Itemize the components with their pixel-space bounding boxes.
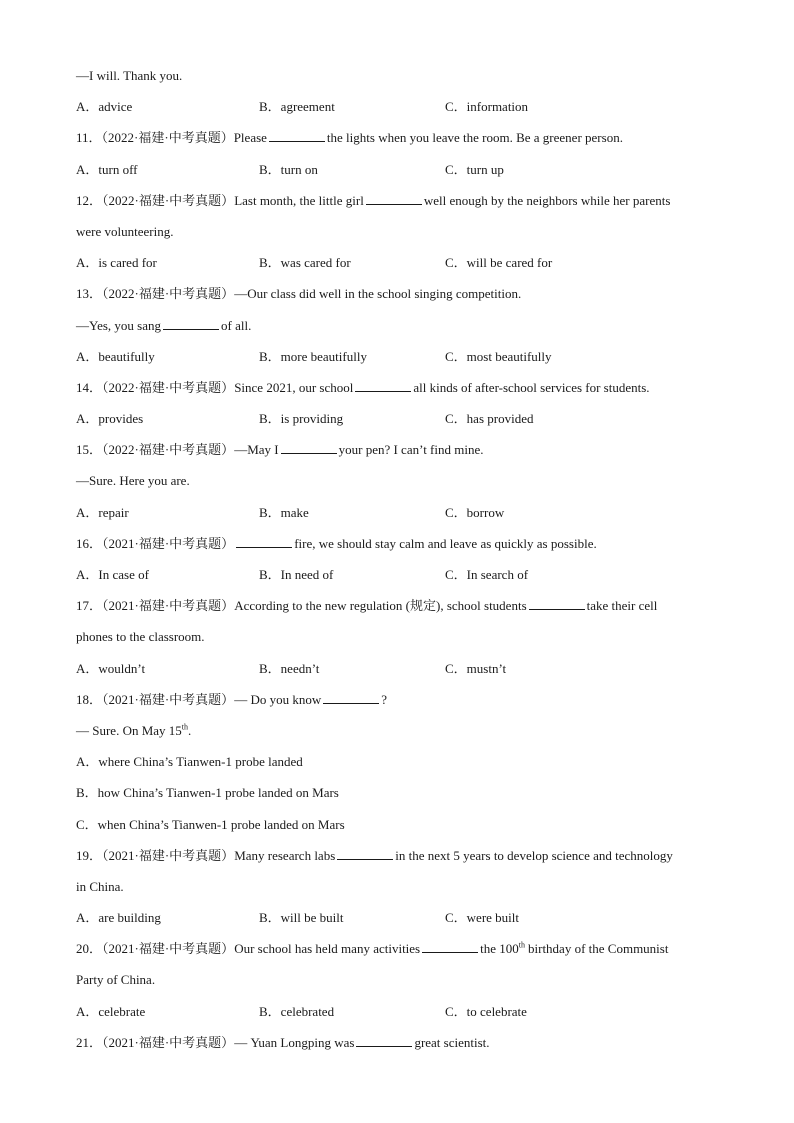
question-line xyxy=(76,124,736,155)
question-text-after: take their cell xyxy=(586,598,658,614)
option-c: C．information xyxy=(445,99,529,115)
option-c: C．mustn’t xyxy=(445,660,507,676)
answer-blank xyxy=(236,535,292,548)
question-number: 18． xyxy=(76,691,103,707)
answer-blank xyxy=(269,129,325,142)
option-c: C．were built xyxy=(445,910,520,926)
option-b: B．needn’t xyxy=(259,660,320,676)
question-number: 16． xyxy=(76,535,103,551)
question-text-before: Last month, the little girl xyxy=(234,192,364,208)
text-line: —Sure. Here you are. xyxy=(76,473,190,489)
question-text-before: — Do you know xyxy=(234,691,322,707)
question-line xyxy=(76,187,736,218)
ordinal-suffix: th xyxy=(181,722,189,732)
question-number: 17． xyxy=(76,598,103,614)
option-row xyxy=(76,655,736,686)
question-text-after: ? xyxy=(381,691,387,707)
option-row xyxy=(76,998,736,1029)
question-source: （2021·福建·中考真题） xyxy=(102,847,235,863)
question-number: 15． xyxy=(76,442,103,458)
question-text-after: the lights when you leave the room. Be a greener person. xyxy=(326,130,623,146)
option-c: C．to celebrate xyxy=(445,1003,527,1019)
question-number: 11． xyxy=(76,130,102,146)
ordinal-suffix: th xyxy=(518,940,525,950)
question-text-after: in the next 5 years to develop science and technology xyxy=(395,847,673,863)
option-c: C．borrow xyxy=(445,504,505,520)
option-a: A．celebrate xyxy=(76,1003,146,1019)
option-a: A．repair xyxy=(76,504,129,520)
question-text-after: of all. xyxy=(221,317,252,333)
option-row xyxy=(76,499,736,530)
option-a: A．is cared for xyxy=(76,255,157,271)
option-c: C．In search of xyxy=(445,567,529,582)
question-source: （2022·福建·中考真题） xyxy=(102,286,235,302)
question-text-after: birthday of the Communist xyxy=(528,941,669,957)
question-text-mid: the 100 xyxy=(480,941,519,957)
option-row xyxy=(76,249,736,280)
answer-blank xyxy=(163,317,219,330)
dialogue-line xyxy=(76,717,736,748)
answer-blank xyxy=(366,192,422,205)
option-a: A．provides xyxy=(76,411,144,427)
question-number: 19． xyxy=(76,847,103,863)
option-row xyxy=(76,156,736,187)
text-line: B．how China’s Tianwen-1 probe landed on Mars xyxy=(76,785,339,801)
question-source: （2022·福建·中考真题） xyxy=(102,442,235,458)
question-line xyxy=(76,374,736,405)
option-row xyxy=(76,343,736,374)
question-source: （2022·福建·中考真题） xyxy=(102,379,235,395)
text-line: in China. xyxy=(76,878,124,894)
question-line xyxy=(76,592,736,623)
option-a: A．beautifully xyxy=(76,348,155,364)
option-b: B．was cared for xyxy=(259,255,351,271)
question-text-before: —Our class did well in the school singing competition. xyxy=(234,286,522,302)
question-line xyxy=(76,842,736,873)
question-text-before: According to the new regulation (规定), school students xyxy=(234,598,527,614)
answer-blank xyxy=(337,847,393,860)
question-source: （2021·福建·中考真题） xyxy=(102,535,235,551)
text-line: A．where China’s Tianwen-1 probe landed xyxy=(76,754,303,770)
question-source: （2021·福建·中考真题） xyxy=(102,691,235,707)
option-c: C．has provided xyxy=(445,411,534,427)
question-source: （2021·福建·中考真题） xyxy=(102,598,235,614)
question-number: 21． xyxy=(76,1034,103,1050)
option-row xyxy=(76,405,736,436)
text-before-sup: — Sure. On May 15 xyxy=(76,722,182,738)
question-text-after: fire, we should stay calm and leave as quickly as possible. xyxy=(294,535,597,551)
option-row xyxy=(76,93,736,124)
question-text-before: —Yes, you sang xyxy=(76,317,161,333)
question-text-after: all kinds of after-school services for students. xyxy=(413,379,650,395)
question-source: （2021·福建·中考真题） xyxy=(102,941,235,957)
text-line: were volunteering. xyxy=(76,223,174,239)
option-a: A．wouldn’t xyxy=(76,660,146,676)
dialogue-line xyxy=(76,312,736,343)
text-line: —I will. Thank you. xyxy=(76,68,183,83)
question-text-after: great scientist. xyxy=(414,1034,490,1050)
question-line xyxy=(76,686,736,717)
option-a: A．turn off xyxy=(76,161,138,177)
option-b: B．will be built xyxy=(259,910,344,926)
option-b: B．agreement xyxy=(259,99,335,115)
question-number: 12． xyxy=(76,192,103,208)
answer-blank xyxy=(323,691,379,704)
option-a: A．advice xyxy=(76,99,133,115)
question-line xyxy=(76,280,736,311)
question-page xyxy=(76,62,736,1060)
option-b: B．more beautifully xyxy=(259,348,367,364)
question-text-before: Many research labs xyxy=(234,847,336,863)
question-line xyxy=(76,436,736,467)
question-text-after: your pen? I can’t find mine. xyxy=(338,442,484,458)
text-line: C．when China’s Tianwen-1 probe landed on Mars xyxy=(76,816,345,832)
question-number: 13． xyxy=(76,286,103,302)
question-line xyxy=(76,530,736,561)
option-a: A．are building xyxy=(76,910,161,926)
question-line xyxy=(76,935,736,966)
question-number: 20． xyxy=(76,941,103,957)
option-c: C．turn up xyxy=(445,161,504,177)
answer-blank xyxy=(422,940,478,953)
option-b: B．celebrated xyxy=(259,1003,335,1019)
answer-blank xyxy=(529,597,585,610)
answer-blank xyxy=(356,1034,412,1047)
question-text-before: Since 2021, our school xyxy=(234,379,354,395)
question-source: （2022·福建·中考真题） xyxy=(102,192,235,208)
question-source: （2021·福建·中考真题） xyxy=(102,1034,235,1050)
option-b: B．In need of xyxy=(259,567,334,582)
question-source: （2022·福建·中考真题） xyxy=(101,130,234,146)
question-text-before: — Yuan Longping was xyxy=(234,1034,355,1050)
text-after-sup: . xyxy=(188,722,192,738)
question-number: 14． xyxy=(76,379,103,395)
question-text-before: —May I xyxy=(234,442,279,458)
answer-blank xyxy=(281,441,337,454)
option-b: B．is providing xyxy=(259,411,344,427)
text-line: phones to the classroom. xyxy=(76,629,205,645)
text-line: Party of China. xyxy=(76,972,156,988)
option-c: C．most beautifully xyxy=(445,348,552,364)
option-a: A．In case of xyxy=(76,567,149,582)
answer-blank xyxy=(355,379,411,392)
option-row xyxy=(76,904,736,935)
question-text-before: Our school has held many activities xyxy=(234,941,421,957)
option-c: C．will be cared for xyxy=(445,255,553,271)
option-b: B．make xyxy=(259,504,309,520)
question-text-after: well enough by the neighbors while her parents xyxy=(423,192,671,208)
option-row xyxy=(76,561,736,592)
question-text-before: Please xyxy=(233,130,267,146)
question-line xyxy=(76,1029,736,1060)
option-b: B．turn on xyxy=(259,161,318,177)
